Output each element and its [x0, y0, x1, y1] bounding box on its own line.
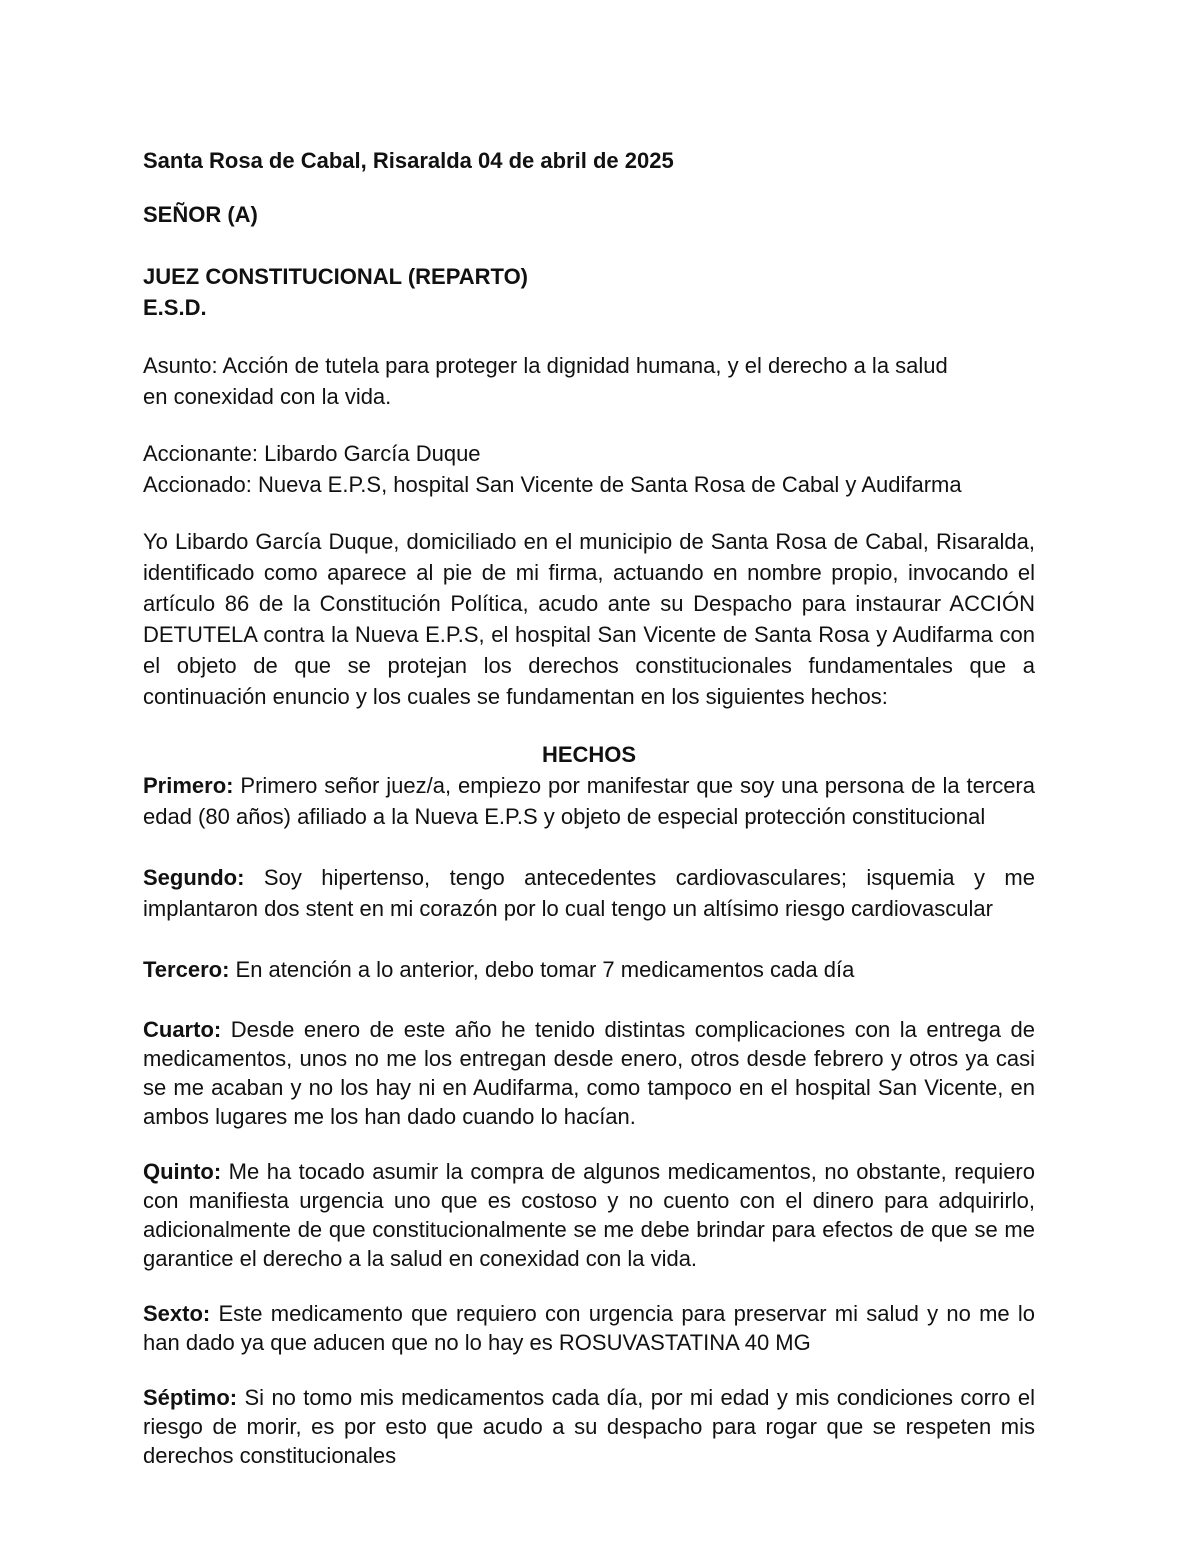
fact-label: Tercero: — [143, 957, 230, 982]
fact-label: Sexto: — [143, 1301, 211, 1326]
subject-line-2: en conexidad con la vida. — [143, 384, 392, 409]
subject — [143, 350, 1035, 412]
subject-line-1: Asunto: Acción de tutela para proteger la dignidad humana, y el derecho a la salud — [143, 353, 948, 378]
fact-text: Si no tomo mis medicamentos cada día, por mi edad y mis condiciones corro el riesgo de morir, es por esto que acudo a su despacho para rogar que se respeten mis derechos constitucionales — [143, 1385, 1035, 1468]
section-title: HECHOS — [541, 742, 637, 767]
fact-label: Cuarto: — [143, 1017, 222, 1042]
document-body — [143, 145, 1035, 1470]
plaintiff: Accionante: Libardo García Duque — [143, 441, 481, 466]
fact-label: Segundo: — [143, 865, 245, 890]
esd: E.S.D. — [143, 295, 207, 320]
fact-paragraph — [143, 862, 1035, 924]
fact-paragraph — [143, 1157, 1035, 1273]
place-date: Santa Rosa de Cabal, Risaralda 04 de abril de 2025 — [143, 148, 674, 173]
fact-text: Este medicamento que requiero con urgencia para preservar mi salud y no me lo han dado ya que aducen que no lo hay es ROSUVASTATINA 40 MG — [143, 1301, 1035, 1355]
fact-label: Quinto: — [143, 1159, 222, 1184]
fact-label: Séptimo: — [143, 1385, 238, 1410]
salutation: SEÑOR (A) — [143, 202, 258, 227]
parties — [143, 438, 1035, 500]
fact-paragraph — [143, 954, 1035, 985]
fact-text: Soy hipertenso, tengo antecedentes cardiovasculares; isquemia y me implantaron dos stent en mi corazón por lo cual tengo un altísimo riesgo cardiovascular — [143, 865, 1035, 921]
fact-paragraph — [143, 1383, 1035, 1470]
fact-text: Me ha tocado asumir la compra de algunos medicamentos, no obstante, requiero con manifiesta urgencia uno que es costoso y no cuento con el dinero para adquirirlo, adicionalmente de que constitucionalmente se me debe brindar para efectos de que se me garantice el derecho a la salud en conexidad con la vida. — [143, 1159, 1035, 1271]
fact-paragraph — [143, 1299, 1035, 1357]
defendant: Accionado: Nueva E.P.S, hospital San Vicente de Santa Rosa de Cabal y Audifarma — [143, 472, 962, 497]
intro-paragraph: Yo Libardo García Duque, domiciliado en el municipio de Santa Rosa de Cabal, Risaralda, identificado como aparece al pie de mi firma, actuando en nombre propio, invocando el artículo 86 de la Constitución Política, acudo ante su Despacho para instaurar ACCIÓN DETUTELA contra la Nueva E.P.S, el hospital San Vicente de Santa Rosa y Audifarma con el objeto de que se protejan los derechos constitucionales fundamentales que a continuación enuncio y los cuales se fundamentan en los siguientes hechos: — [143, 529, 1035, 709]
fact-text: En atención a lo anterior, debo tomar 7 medicamentos cada día — [229, 957, 855, 982]
fact-text: Desde enero de este año he tenido distintas complicaciones con la entrega de medicamentos, unos no me los entregan desde enero, otros desde febrero y otros ya casi se me acaban y no los hay ni en Audifarma, como tampoco en el hospital San Vicente, en ambos lugares me los han dado cuando lo hacían. — [143, 1017, 1035, 1129]
fact-paragraph — [143, 770, 1035, 832]
fact-paragraph — [143, 1015, 1035, 1131]
recipient: JUEZ CONSTITUCIONAL (REPARTO) — [143, 264, 529, 289]
fact-label: Primero: — [143, 773, 234, 798]
fact-text: Primero señor juez/a, empiezo por manifestar que soy una persona de la tercera edad (80 años) afiliado a la Nueva E.P.S y objeto de especial protección constitucional — [143, 773, 1035, 829]
